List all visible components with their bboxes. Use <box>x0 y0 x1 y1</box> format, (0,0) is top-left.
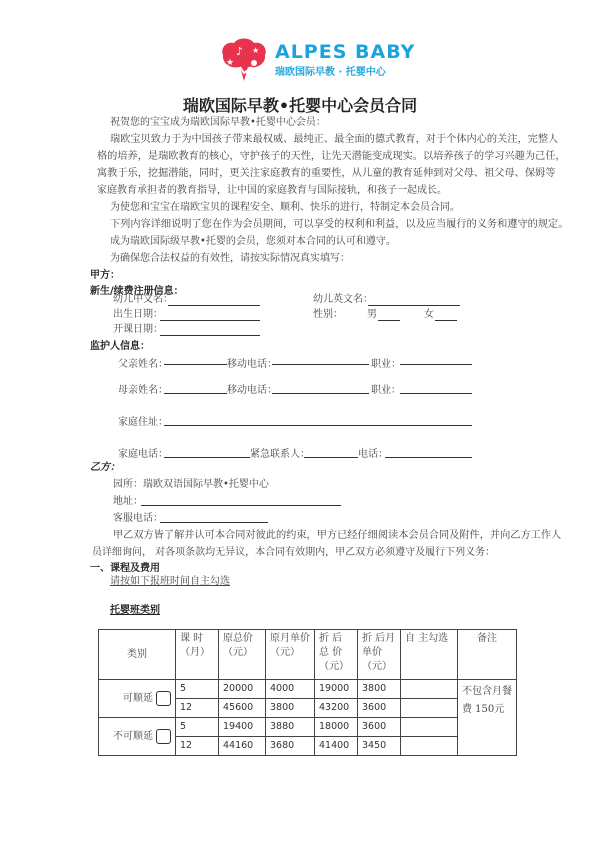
start-date-field[interactable] <box>160 335 260 336</box>
child-en-name-label: 幼儿英文名： <box>313 294 373 305</box>
service-phone-field[interactable] <box>160 522 268 523</box>
campus-name: 园所：瑞欧双语国际早教•托婴中心 <box>113 479 269 490</box>
brand-subtitle: 瑞欧国际早教 · 托婴中心 <box>275 67 386 78</box>
cell-orig-total: 45600 <box>219 699 266 718</box>
greeting: 祝贺您的宝宝成为瑞欧国际早教•托婴中心会员： <box>110 117 326 128</box>
table-row <box>99 718 517 737</box>
remark-cell <box>458 680 517 756</box>
mother-occupation-label: 职业： <box>371 385 401 396</box>
agreement-line2: 员详细询问， 对各项条款均无异议，本合同有效期内，甲乙双方必须遵守及履行下列义务： <box>92 547 496 558</box>
header-orig-monthly-text: 原月单价（元） <box>270 633 310 658</box>
cell-disc-monthly: 3450 <box>358 737 401 756</box>
father-occupation-field[interactable] <box>400 364 472 365</box>
header-disc-total <box>315 630 358 680</box>
header-disc-monthly <box>358 630 401 680</box>
page-title: 瑞欧国际早教•托婴中心会员合同 <box>182 96 418 115</box>
svg-text:★: ★ <box>252 46 260 55</box>
section1-instruction: 请按如下报班时间自主勾选 <box>110 576 230 587</box>
mother-mobile-field[interactable] <box>272 393 369 394</box>
table-title: 托婴班类别 <box>110 605 160 616</box>
header-orig-total-text: 原总价（元） <box>223 633 253 658</box>
header-orig-monthly <box>266 630 315 680</box>
gender-female-option: 女 <box>424 309 434 320</box>
cell-self-select[interactable] <box>401 699 458 718</box>
intro-para4: 成为瑞欧国际级早教•托婴的会员，您须对本合同的认可和遵守。 <box>110 236 396 247</box>
guardian-heading: 监护人信息： <box>90 341 150 352</box>
category-cell <box>99 680 176 718</box>
cell-orig-monthly: 4000 <box>266 680 315 699</box>
cell-disc-total: 18000 <box>315 718 358 737</box>
header-disc-monthly-text: 折 后月单价（元） <box>362 633 396 672</box>
cell-self-select[interactable] <box>401 680 458 699</box>
cell-orig-monthly: 3680 <box>266 737 315 756</box>
cell-orig-total: 44160 <box>219 737 266 756</box>
header-orig-total <box>219 630 266 680</box>
intro-para2: 为使您和宝宝在瑞欧宝贝的课程安全、顺利、快乐的进行，特制定本会员合同。 <box>110 202 460 213</box>
agreement-line1: 甲乙双方皆了解并认可本合同对彼此的约束，甲方已经仔细阅读本会员合同及附件，并向乙方工作人 <box>113 530 562 541</box>
intro-para1-line2: 格的培养，是瑞欧教育的核心，守护孩子的天性，让先天潜能变成现实。以培养孩子的学习兴趣为己任， <box>97 151 566 162</box>
cell-disc-total: 19000 <box>315 680 358 699</box>
intro-para1-line4: 家庭教育承担者的教育指导，让中国的家庭教育与国际接轨，和孩子一起成长。 <box>97 185 447 196</box>
header-category <box>99 630 176 680</box>
category-cell <box>99 718 176 756</box>
gender-male-option: 男 <box>367 309 377 320</box>
header-remark <box>458 630 517 680</box>
cell-orig-total: 20000 <box>219 680 266 699</box>
gender-male-field[interactable] <box>378 320 400 321</box>
cell-months: 12 <box>176 699 219 718</box>
brand-name: ALPES BABY <box>275 41 416 63</box>
birth-date-field[interactable] <box>160 320 260 321</box>
cell-disc-total: 43200 <box>315 699 358 718</box>
intro-para5: 为确保您合法权益的有效性，请按实际情况真实填写： <box>110 253 350 264</box>
fee-table <box>98 629 517 756</box>
cell-disc-monthly: 3600 <box>358 699 401 718</box>
header-self-select-text: 自 主勾选 <box>405 633 449 644</box>
cell-self-select[interactable] <box>401 737 458 756</box>
address-label: 地址： <box>113 496 143 507</box>
emergency-phone-label: 电话： <box>358 449 388 460</box>
registration-heading: 新生/续费注册信息： <box>90 286 184 297</box>
table-row <box>99 680 517 699</box>
category-checkbox[interactable] <box>156 729 171 744</box>
mother-name-field[interactable] <box>164 393 227 394</box>
child-cn-name-label: 幼儿中文名： <box>113 294 173 305</box>
emergency-contact-label: 紧急联系人： <box>250 449 310 460</box>
mother-mobile-label: 移动电话： <box>227 385 277 396</box>
header-disc-total-text: 折 后 总 价（元） <box>319 633 349 672</box>
brand-logo <box>218 37 270 83</box>
mother-occupation-field[interactable] <box>400 393 472 394</box>
address-field[interactable] <box>141 505 341 506</box>
father-mobile-field[interactable] <box>272 364 369 365</box>
child-cn-name-field[interactable] <box>168 305 260 306</box>
cell-months: 5 <box>176 680 219 699</box>
home-address-field[interactable] <box>164 425 472 426</box>
gender-female-field[interactable] <box>435 320 457 321</box>
party-b-label: 乙方： <box>90 462 120 473</box>
intro-para1-line3: 寓教于乐，挖掘潜能，同时，更关注家庭教育的重要性，从儿童的教育延伸到对父母、祖父母、保姆等 <box>97 168 556 179</box>
section1-heading: 一、课程及费用 <box>90 563 160 574</box>
home-phone-label: 家庭电话： <box>118 449 168 460</box>
mother-name-label: 母亲姓名： <box>118 385 168 396</box>
home-address-label: 家庭住址： <box>118 417 168 428</box>
cell-disc-monthly: 3600 <box>358 718 401 737</box>
category-label: 可顺延 <box>123 693 153 704</box>
remark-text: 不包含月餐费 150元 <box>462 686 512 715</box>
cell-orig-monthly: 3800 <box>266 699 315 718</box>
table-header-row <box>99 630 517 680</box>
header-months <box>176 630 219 680</box>
svg-text:♪: ♪ <box>236 45 244 58</box>
child-en-name-field[interactable] <box>368 305 460 306</box>
category-label: 不可顺延 <box>113 731 153 742</box>
father-occupation-label: 职业： <box>371 359 401 370</box>
intro-para3: 下列内容详细说明了您在作为会员期间，可以享受的权利和利益，以及应当履行的义务和遵守的规定。 <box>110 219 569 230</box>
party-a-label: 甲方： <box>90 270 120 281</box>
emergency-phone-field[interactable] <box>385 457 472 458</box>
header-category-text: 类别 <box>127 648 147 660</box>
gender-label: 性别： <box>313 309 343 320</box>
start-date-label: 开课日期： <box>113 324 163 335</box>
birth-date-label: 出生日期： <box>113 309 163 320</box>
cell-months: 12 <box>176 737 219 756</box>
father-name-label: 父亲姓名： <box>118 359 168 370</box>
cell-months: 5 <box>176 718 219 737</box>
emergency-contact-field[interactable] <box>304 457 358 458</box>
header-months-text: 课 时（月） <box>180 633 210 658</box>
header-self-select <box>401 630 458 680</box>
svg-text:★: ★ <box>226 58 235 68</box>
cell-self-select[interactable] <box>401 718 458 737</box>
category-checkbox[interactable] <box>156 691 171 706</box>
tree-logo-icon <box>218 37 270 83</box>
father-name-field[interactable] <box>164 364 227 365</box>
intro-para1-line1: 瑞欧宝贝致力于为中国孩子带来最权威、最纯正、最全面的德式教育，对于个体内心的关注，完整人 <box>110 134 559 145</box>
cell-orig-monthly: 3880 <box>266 718 315 737</box>
cell-orig-total: 19400 <box>219 718 266 737</box>
cell-disc-monthly: 3800 <box>358 680 401 699</box>
father-mobile-label: 移动电话： <box>227 359 277 370</box>
cell-disc-total: 41400 <box>315 737 358 756</box>
home-phone-field[interactable] <box>164 457 250 458</box>
service-phone-label: 客服电话： <box>113 513 163 524</box>
header-remark-text: 备注 <box>477 633 497 644</box>
